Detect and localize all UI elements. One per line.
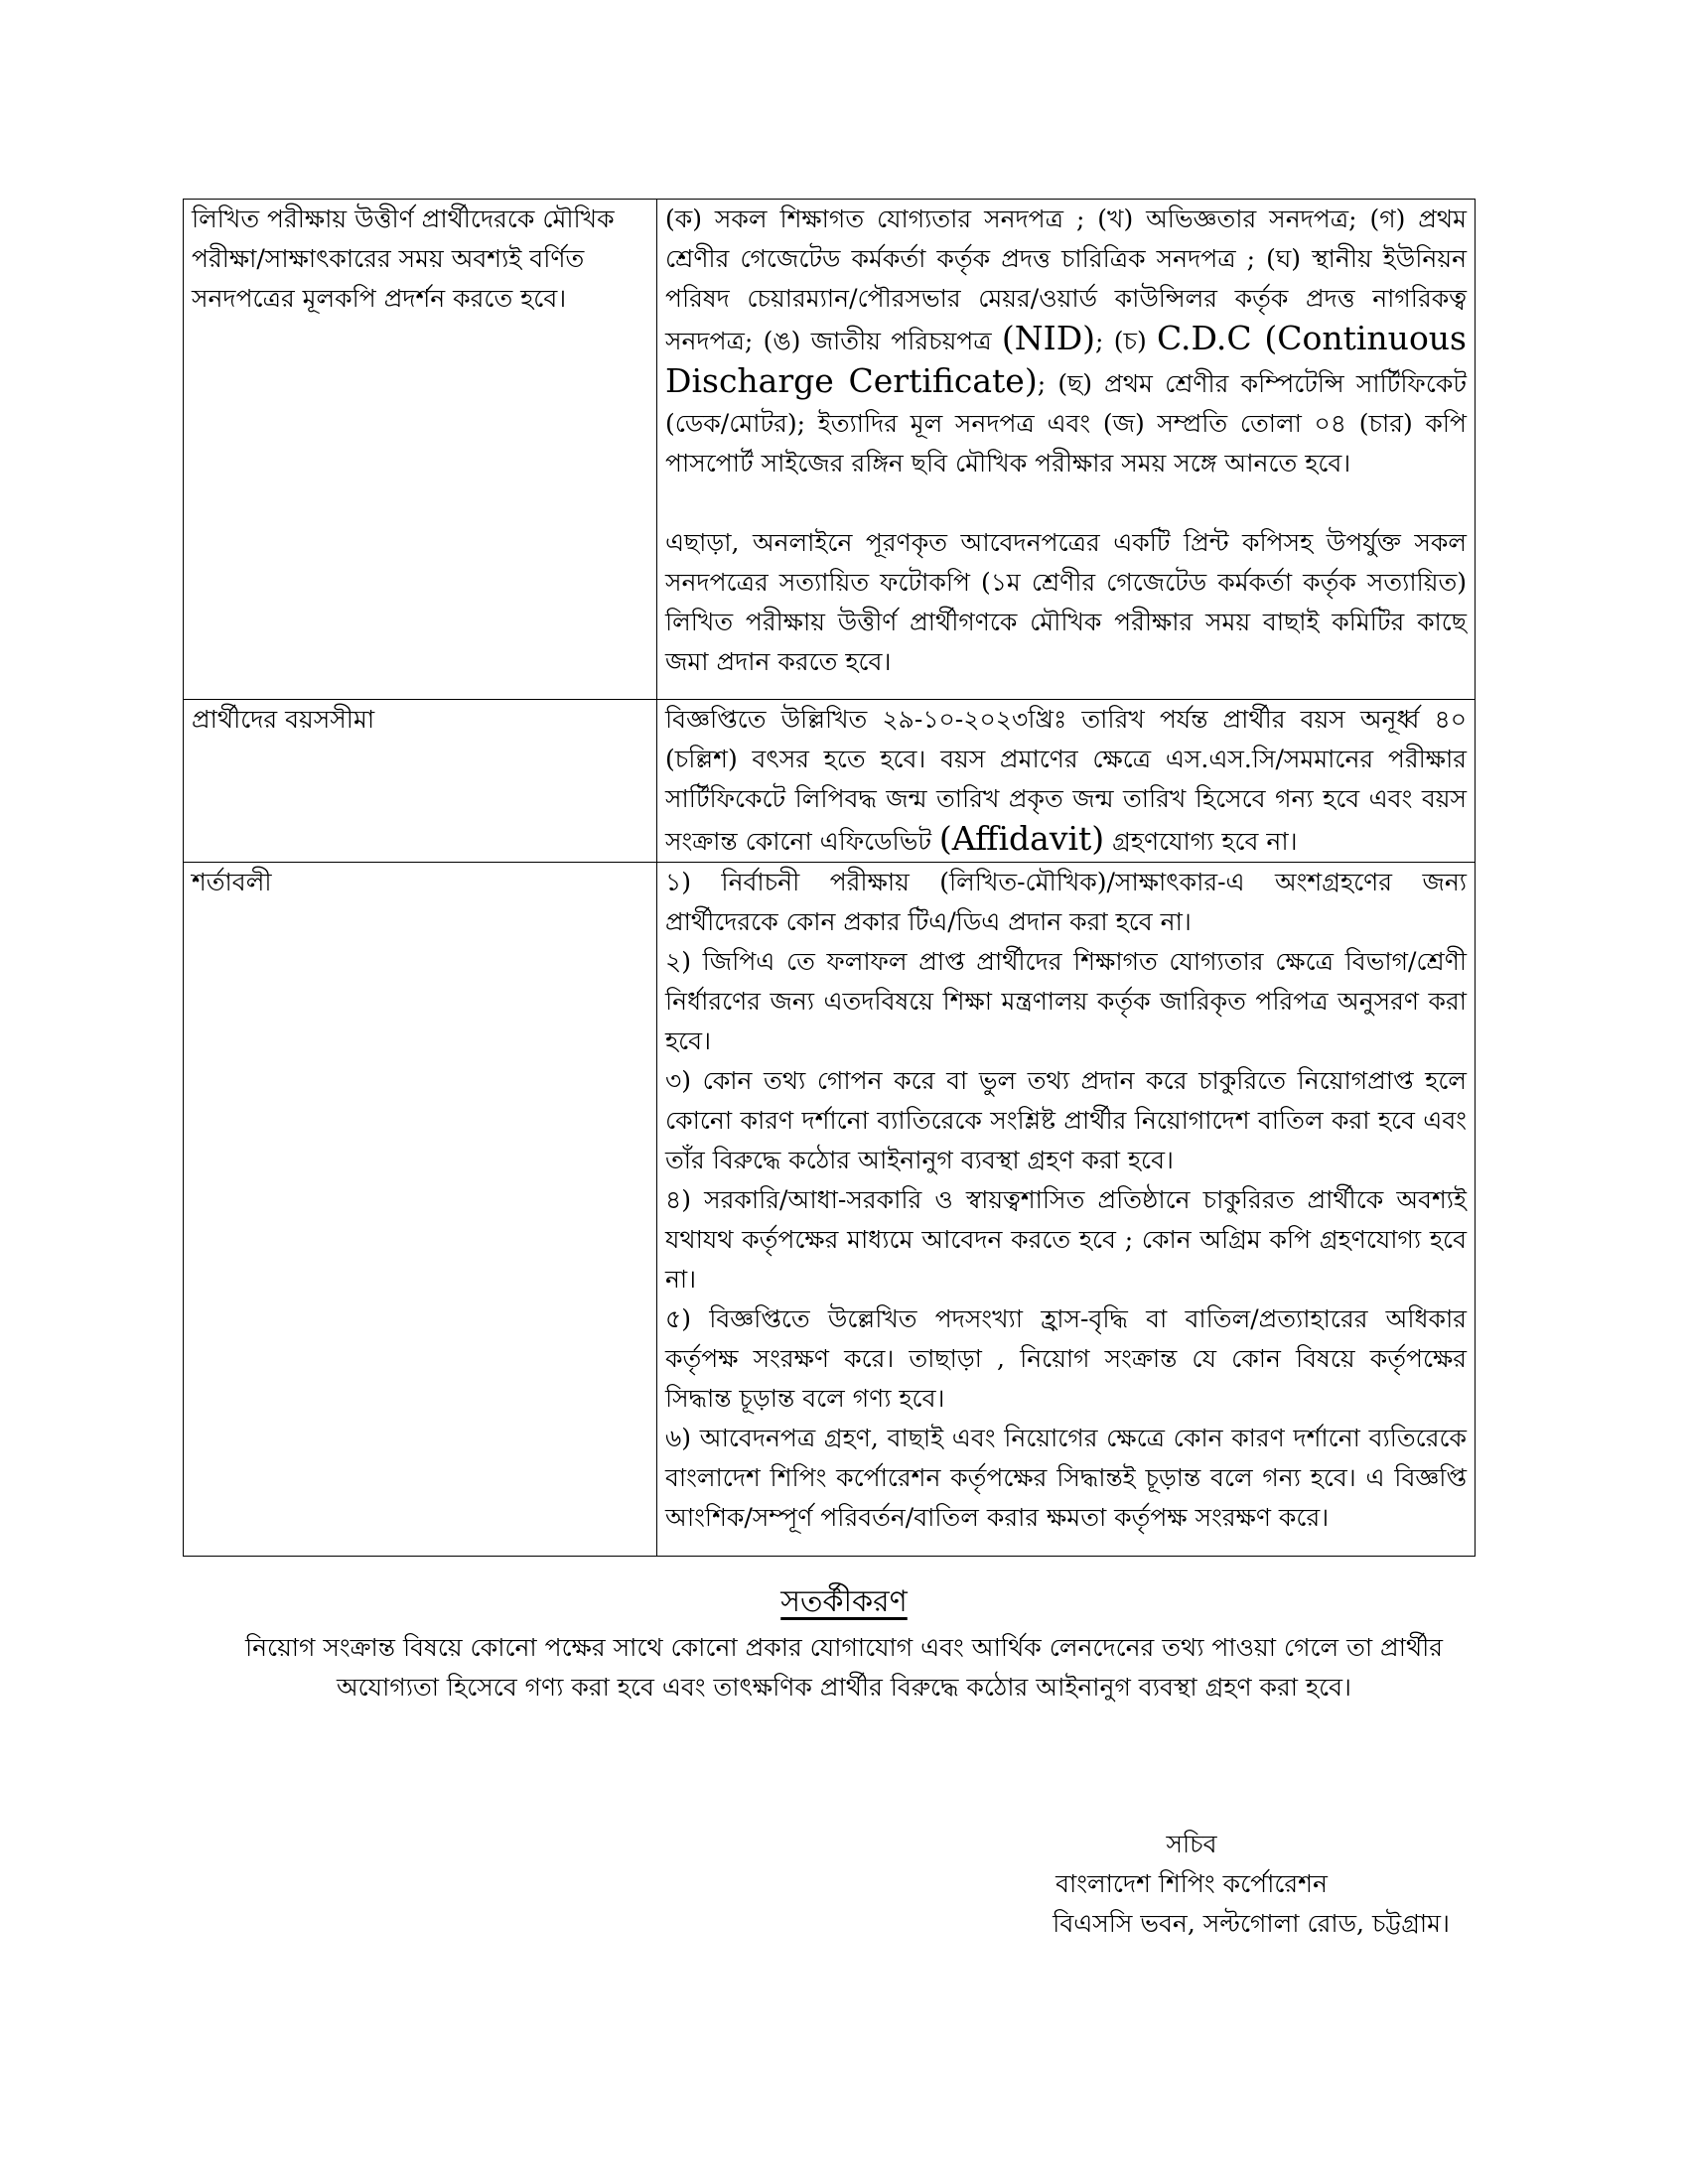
documents-text-part: ; (চ) <box>1095 327 1157 355</box>
original-certificates-label: লিখিত পরীক্ষায় উত্তীর্ণ প্রার্থীদেরকে মৌখিক পরীক্ষা/সাক্ষাৎকারের সময় অবশ্যই বর্ণিত সনদপত্রের মূলকপি প্রদর্শন করতে হবে। <box>192 205 615 313</box>
documents-text-part: ; (ছ) প্রথম শ্রেণীর কম্পিটেন্সি সার্টিফিকেট (ডেক/মোটর); ইত্যাদির মূল সনদপত্র এবং (জ) সম্প্রতি তোলা ০৪ (চার) কপি পাসপোর্ট সাইজের রঙ্গিন ছবি মৌখিক পরীক্ষার সময় সঙ্গে আনতে হবে। <box>665 369 1467 478</box>
age-text-part: বিজ্ঞপ্তিতে উল্লিখিত ২৯-১০-২০২৩খ্রিঃ তারিখ পর্যন্ত প্রার্থীর বয়স অনূর্ধ্ব ৪০ (চল্লিশ) বৎসর হতে হবে। বয়স প্রমাণের ক্ষেত্রে এস.এস.সি/সমমানের পরীক্ষার সার্টিফিকেটে লিপিবদ্ধ জন্ম তারিখ প্রকৃত জন্ম তারিখ হিসেবে গন্য হবে এবং বয়স সংক্রান্ত কোনো এফিডেভিট <box>665 705 1467 856</box>
table-row-label <box>184 863 657 1557</box>
table-row-label <box>184 700 657 863</box>
condition-item: ৩) কোন তথ্য গোপন করে বা ভুল তথ্য প্রদান করে চাকুরিতে নিয়োগপ্রাপ্ত হলে কোনো কারণ দর্শানো ব্যাতিরেকে সংশ্লিষ্ট প্রার্থীর নিয়োগাদেশ বাতিল করা হবে এবং তাঁর বিরুদ্ধে কঠোর আইনানুগ ব্যবস্থা গ্রহণ করা হবে। <box>665 1066 1467 1174</box>
signature-block <box>933 1825 1450 1944</box>
warning-body: নিয়োগ সংক্রান্ত বিষয়ে কোনো পক্ষের সাথে কোনো প্রকার যোগাযোগ এবং আর্থিক লেনদেনের তথ্য পাওয়া গেলে তা প্রার্থীর অযোগ্যতা হিসেবে গণ্য করা হবে এবং তাৎক্ষণিক প্রার্থীর বিরুদ্ধে কঠোর আইনানুগ ব্যবস্থা গ্রহণ করা হবে। <box>244 1633 1444 1702</box>
table-row-content <box>657 200 1476 700</box>
affidavit-text: (Affidavit) <box>938 819 1105 858</box>
signatory-address: বিএসসি ভবন, সল্টগোলা রোড, চট্টগ্রাম। <box>1053 1909 1450 1938</box>
table-row <box>184 863 1476 1557</box>
documents-text-part: (ক) সকল শিক্ষাগত যোগ্যতার সনদপত্র ; (খ) অভিজ্ঞতার সনদপত্র; (গ) প্রথম শ্রেণীর গেজেটেড কর্মকর্তা কর্তৃক প্রদত্ত চারিত্রিক সনদপত্র ; (ঘ) স্থানীয় ইউনিয়ন পরিষদ চেয়ারম্যান/পৌরসভার মেয়র/ওয়ার্ড কাউন্সিলর কর্তৃক প্রদত্ত নাগরিকত্ব সনদপত্র; (ঙ) জাতীয় পরিচয়পত্র <box>665 205 1467 355</box>
conditions-label: শর্তাবলী <box>192 868 272 896</box>
warning-heading <box>0 1582 1688 1622</box>
requirements-table <box>183 199 1476 1557</box>
age-text-part: গ্রহণযোগ্য হবে না। <box>1104 827 1298 856</box>
table-row-content <box>657 700 1476 863</box>
table-row-label <box>184 200 657 700</box>
table-row <box>184 200 1476 700</box>
table-row <box>184 700 1476 863</box>
condition-item: ৫) বিজ্ঞপ্তিতে উল্লেখিত পদসংখ্যা হ্রাস-বৃদ্ধি বা বাতিল/প্রত্যাহারের অধিকার কর্তৃপক্ষ সংরক্ষণ করে। তাছাড়া , নিয়োগ সংক্রান্ত যে কোন বিষয়ে কর্তৃপক্ষের সিদ্ধান্ত চূড়ান্ত বলে গণ্য হবে। <box>665 1304 1467 1413</box>
nid-text: (NID) <box>1001 319 1096 357</box>
condition-item: ১) নির্বাচনী পরীক্ষায় (লিখিত-মৌখিক)/সাক্ষাৎকার-এ অংশগ্রহণের জন্য প্রার্থীদেরকে কোন প্রকার টিএ/ডিএ প্রদান করা হবে না। <box>665 868 1467 936</box>
warning-heading-text: সতর্কীকরণ <box>780 1584 908 1619</box>
condition-item: ৬) আবেদনপত্র গ্রহণ, বাছাই এবং নিয়োগের ক্ষেত্রে কোন কারণ দর্শানো ব্যতিরেকে বাংলাদেশ শিপিং কর্পোরেশন কর্তৃপক্ষের সিদ্ধান্তই চূড়ান্ত বলে গন্য হবে। এ বিজ্ঞপ্তি আংশিক/সম্পূর্ণ পরিবর্তন/বাতিল করার ক্ষমতা কর্তৃপক্ষ সংরক্ষণ করে। <box>665 1424 1467 1532</box>
condition-item: ২) জিপিএ তে ফলাফল প্রাপ্ত প্রার্থীদের শিক্ষাগত যোগ্যতার ক্ষেত্রে বিভাগ/শ্রেণী নির্ধারণের জন্য এতদবিষয়ে শিক্ষা মন্ত্রণালয় কর্তৃক জারিকৃত পরিপত্র অনুসরণ করা হবে। <box>665 947 1467 1055</box>
condition-item: ৪) সরকারি/আধা-সরকারি ও স্বায়ত্বশাসিত প্রতিষ্ঠানে চাকুরিরত প্রার্থীকে অবশ্যই যথাযথ কর্তৃপক্ষের মাধ্যমে আবেদন করতে হবে ; কোন অগ্রিম কপি গ্রহণযোগ্য হবে না। <box>665 1185 1467 1294</box>
cdc-text: C.D.C (Continuous Discharge Certificate) <box>665 319 1467 400</box>
attested-copies-paragraph: এছাড়া, অনলাইনে পূরণকৃত আবেদনপত্রের একটি প্রিন্ট কপিসহ উপর্যুক্ত সকল সনদপত্রের সত্যায়িত ফটোকপি (১ম শ্রেণীর গেজেটেড কর্মকর্তা কর্তৃক সত্যায়িত) লিখিত পরীক্ষায় উত্তীর্ণ প্রার্থীগণকে মৌখিক পরীক্ষার সময় বাছাই কমিটির কাছে জমা প্রদান করতে হবে। <box>665 528 1467 676</box>
age-limit-paragraph <box>665 700 1467 862</box>
signatory-title: সচিব <box>1166 1830 1217 1858</box>
table-row-content <box>657 863 1476 1557</box>
age-limit-label: প্রার্থীদের বয়সসীমা <box>192 705 375 734</box>
signatory-organization: বাংলাদেশ শিপিং কর্পোরেশন <box>1055 1869 1328 1898</box>
required-documents-paragraph <box>665 200 1467 483</box>
